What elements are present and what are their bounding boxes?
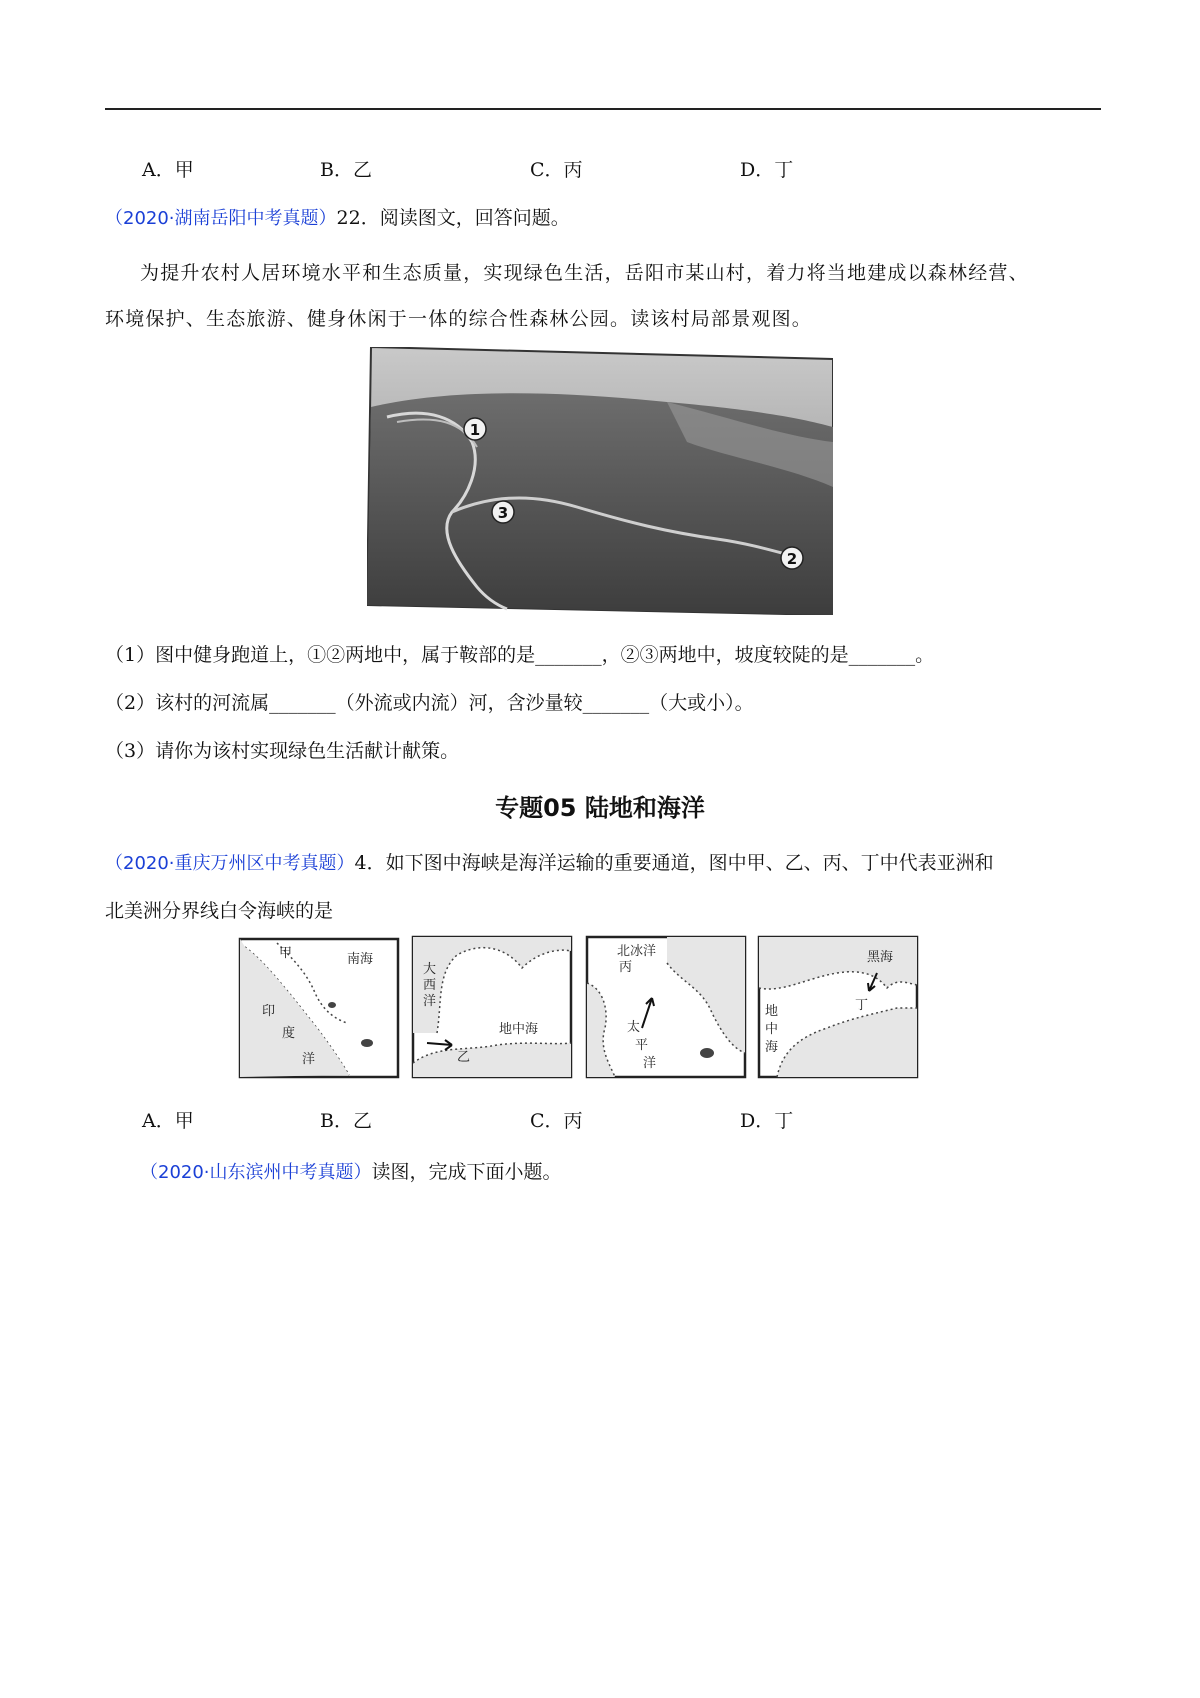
- sub-question-1: （1）图中健身跑道上，①②两地中，属于鞍部的是_______，②③两地中，坡度较陡的是_______。: [105, 644, 935, 666]
- options-row-top: [142, 155, 842, 185]
- question-source: （2020·湖南岳阳中考真题）: [105, 208, 337, 229]
- svg-text:洋: 洋: [302, 1052, 316, 1067]
- option-b: B．乙: [320, 1110, 372, 1132]
- svg-text:地中海: 地中海: [499, 1022, 539, 1037]
- svg-text:北冰洋: 北冰洋: [617, 944, 657, 959]
- section-title: 专题05 陆地和海洋: [495, 794, 705, 822]
- svg-text:大: 大: [423, 962, 437, 977]
- svg-text:洋: 洋: [643, 1056, 657, 1071]
- marker-3: [492, 501, 514, 523]
- strait-maps: [237, 933, 963, 1085]
- map-strait-4: [759, 937, 917, 1077]
- map-strait-3: [587, 937, 745, 1077]
- svg-text:南海: 南海: [347, 952, 374, 967]
- question-stem: 读图，完成下面小题。: [371, 1161, 562, 1183]
- option-a: A．甲: [142, 1110, 194, 1132]
- svg-text:度: 度: [282, 1026, 296, 1041]
- question-source: （2020·山东滨州中考真题）: [140, 1162, 372, 1183]
- option-c: C．丙: [530, 159, 583, 181]
- option-d: D．丁: [740, 159, 794, 181]
- svg-text:3: 3: [497, 504, 509, 522]
- svg-text:平: 平: [635, 1038, 649, 1053]
- svg-text:丙: 丙: [619, 960, 633, 975]
- option-b: B．乙: [320, 159, 372, 181]
- option-c: C．丙: [530, 1110, 583, 1132]
- sub-question-3: （3）请你为该村实现绿色生活献计献策。: [105, 740, 460, 762]
- question-stem: 4．如下图中海峡是海洋运输的重要通道，图中甲、乙、丙、丁中代表亚洲和: [354, 852, 994, 874]
- question-22-paragraph-line-1: 为提升农村人居环境水平和生态质量，实现绿色生活，岳阳市某山村，着力将当地建成以森林经营、: [140, 262, 1029, 284]
- next-question-heading: [140, 1157, 562, 1184]
- question-4-heading: [105, 848, 994, 875]
- svg-text:1: 1: [469, 421, 481, 439]
- svg-text:2: 2: [786, 550, 798, 568]
- marker-2: [781, 547, 803, 569]
- question-source: （2020·重庆万州区中考真题）: [105, 853, 355, 874]
- question-22-paragraph-line-2: 环境保护、生态旅游、健身休闲于一体的综合性森林公园。读该村局部景观图。: [105, 308, 813, 330]
- svg-text:地: 地: [765, 1004, 779, 1019]
- sub-question-2: （2）该村的河流属_______（外流或内流）河，含沙量较_______（大或小）。: [105, 692, 754, 714]
- svg-text:太: 太: [627, 1020, 641, 1035]
- header-rule: [105, 108, 1101, 110]
- marker-1: [464, 418, 486, 440]
- svg-text:黑海: 黑海: [867, 950, 894, 965]
- options-row-bottom: [142, 1106, 842, 1136]
- village-landscape-photo: [367, 347, 833, 615]
- option-a: A．甲: [142, 159, 194, 181]
- svg-text:西: 西: [423, 978, 437, 993]
- svg-text:洋: 洋: [423, 994, 437, 1009]
- svg-text:印: 印: [262, 1004, 276, 1019]
- question-22-heading: [105, 203, 570, 230]
- svg-text:乙: 乙: [457, 1050, 471, 1065]
- svg-text:甲: 甲: [279, 946, 293, 961]
- question-4-stem-line-2: 北美洲分界线白令海峡的是: [105, 900, 334, 922]
- map-strait-1: [240, 939, 398, 1077]
- svg-text:海: 海: [765, 1040, 779, 1055]
- svg-text:中: 中: [765, 1022, 779, 1037]
- question-stem: 22．阅读图文，回答问题。: [336, 207, 570, 229]
- map-strait-2: [413, 937, 571, 1077]
- svg-text:丁: 丁: [855, 998, 869, 1013]
- option-d: D．丁: [740, 1110, 794, 1132]
